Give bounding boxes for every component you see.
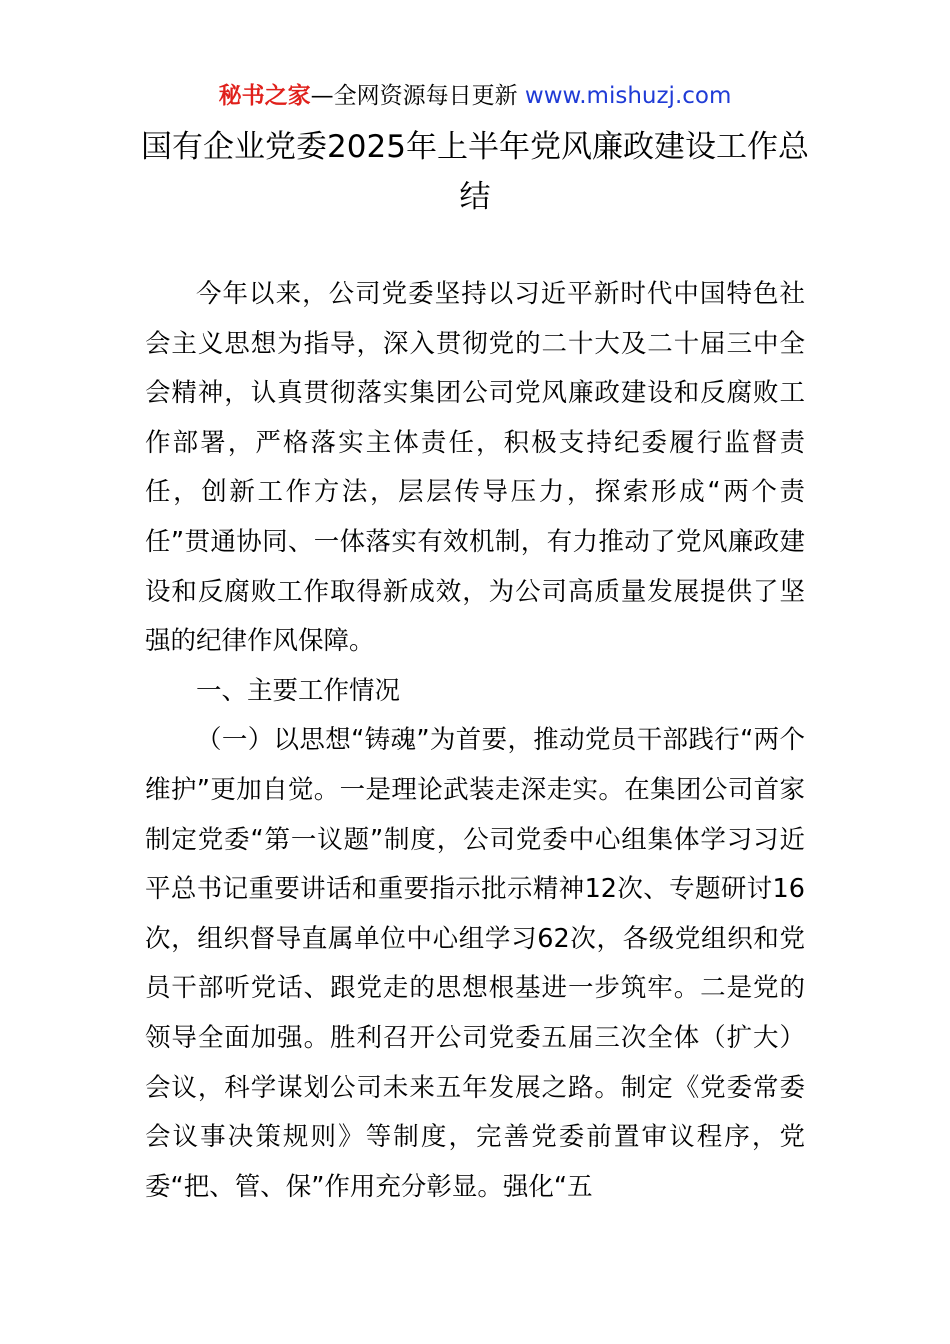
brand-slogan: —全网资源每日更新 — [310, 83, 525, 109]
brand-name: 秘书之家 — [218, 83, 311, 109]
intro-paragraph: 今年以来，公司党委坚持以习近平新时代中国特色社会主义思想为指导，深入贯彻党的二十大及二十届三中全会精神，认真贯彻落实集团公司党风廉政建设和反腐败工作部署，严格落实主体责任，积极支持纪委履行监督责任，创新工作方法，层层传导压力，探索形成“两个责任”贯通协同、一体落实有效机制，有力推动了党风廉政建设和反腐败工作取得新成效，为公司高质量发展提供了坚强的纪律作风保障。 — [145, 279, 805, 657]
site-url: www.mishuzj.com — [524, 83, 732, 109]
document-title: 国有企业党委2025年上半年党风廉政建设工作总结 — [141, 129, 809, 215]
body-paragraph: （一）以思想“铸魂”为首要，推动党员干部践行“两个维护”更加自觉。一是理论武装走深走实。在集团公司首家制定党委“第一议题”制度，公司党委中心组集体学习习近平总书记重要讲话和重要指示批示精神12次、专题研讨16次，组织督导直属单位中心组学习62次，各级党组织和党员干部听党话、跟党走的思想根基进一步筑牢。二是党的领导全面加强。胜利召开公司党委五届三次全体（扩大）会议，科学谋划公司未来五年发展之路。制定《党委常委会议事决策规则》等制度，完善党委前置审议程序，党委“把、管、保”作用充分彰显。强化“五 — [145, 725, 805, 1202]
document-body — [145, 270, 805, 1212]
section-heading: 一、主要工作情况 — [196, 675, 401, 706]
watermark-header — [0, 78, 950, 114]
